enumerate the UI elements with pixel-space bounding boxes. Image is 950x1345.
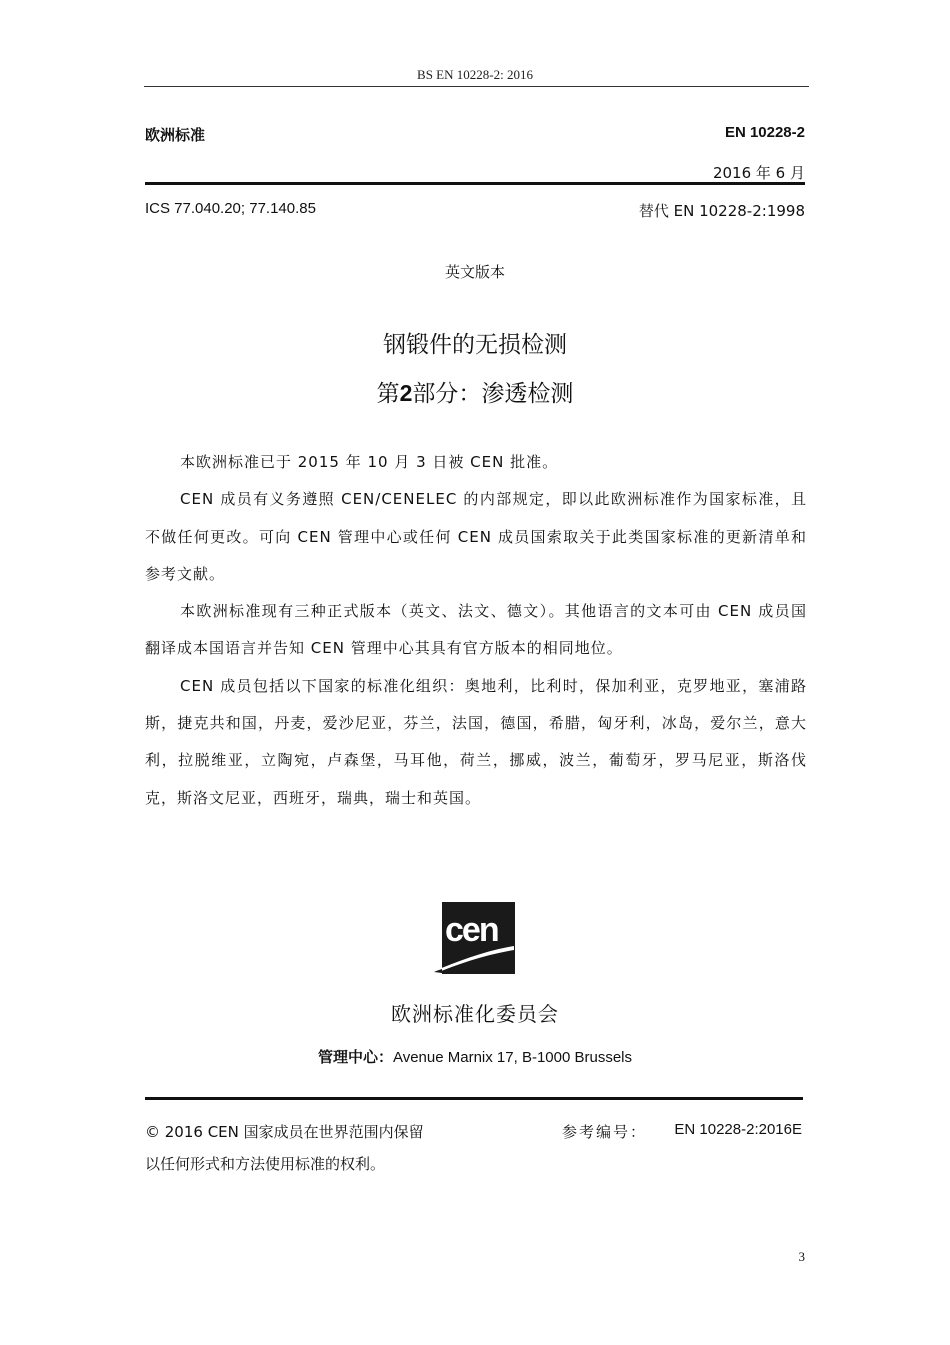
reference-label: 参考编号： [562, 1123, 648, 1141]
paragraph-versions: 本欧洲标准现有三种正式版本（英文、法文、德文）。其他语言的文本可由 CEN 成员国翻译成本国语言并告知 CEN 管理中心其具有官方版本的相同地位。 [145, 602, 807, 658]
title-part-suffix: 部分：渗透检测 [412, 381, 574, 407]
organization-label: 欧洲标准 [145, 126, 206, 144]
paragraph-obligations: CEN 成员有义务遵照 CEN/CENELEC 的内部规定，即以此欧洲标准作为国家标准，且不做任何更改。可向 CEN 管理中心或任何 CEN 成员国索取关于此类国家标准的更新清单和参考文献。 [145, 490, 807, 583]
running-header: BS EN 10228-2: 2016 [417, 67, 533, 82]
committee-name: 欧洲标准化委员会 [391, 1002, 559, 1026]
management-address: Avenue Marnix 17, B-1000 Brussels [392, 1049, 633, 1066]
management-centre [0, 1046, 950, 1067]
cen-logo [434, 901, 516, 975]
ics-codes: ICS 77.040.20; 77.140.85 [145, 200, 316, 217]
header-thick-rule [145, 182, 805, 185]
management-label: 管理中心： [317, 1048, 393, 1066]
publication-date: 2016 年 6 月 [712, 164, 805, 182]
cen-logo-text: cen [445, 911, 498, 949]
title-line-2 [0, 375, 950, 408]
paragraph-approval: 本欧洲标准已于 2015 年 10 月 3 日被 CEN 批准。 [180, 453, 559, 471]
title-part-number: 2 [399, 380, 413, 406]
title-part-prefix: 第 [376, 381, 400, 407]
reference-number: EN 10228-2:2016E [674, 1121, 802, 1138]
document-number: EN 10228-2 [724, 124, 805, 141]
copyright-line-1: © 2016 CEN 国家成员在世界范围内保留 [145, 1123, 424, 1141]
copyright-line-2: 以任何形式和方法使用标准的权利。 [145, 1155, 386, 1173]
title-line-1: 钢锻件的无损检测 [383, 332, 567, 358]
header-rule [144, 86, 809, 87]
body-text [145, 444, 807, 817]
version-label: 英文版本 [444, 263, 505, 281]
paragraph-members: CEN 成员包括以下国家的标准化组织：奥地利，比利时，保加利亚，克罗地亚，塞浦路斯，捷克共和国，丹麦，爱沙尼亚，芬兰，法国，德国，希腊，匈牙利，冰岛，爱尔兰，意大利，拉脱维亚，立陶宛，卢森堡，马耳他，荷兰，挪威，波兰，葡萄牙，罗马尼亚，斯洛伐克，斯洛文尼亚，西班牙，瑞典，瑞士和英国。 [145, 676, 807, 807]
supersedes-note: 替代 EN 10228-2:1998 [638, 202, 805, 220]
footer-thick-rule [145, 1097, 803, 1100]
page-number: 3 [798, 1249, 805, 1264]
